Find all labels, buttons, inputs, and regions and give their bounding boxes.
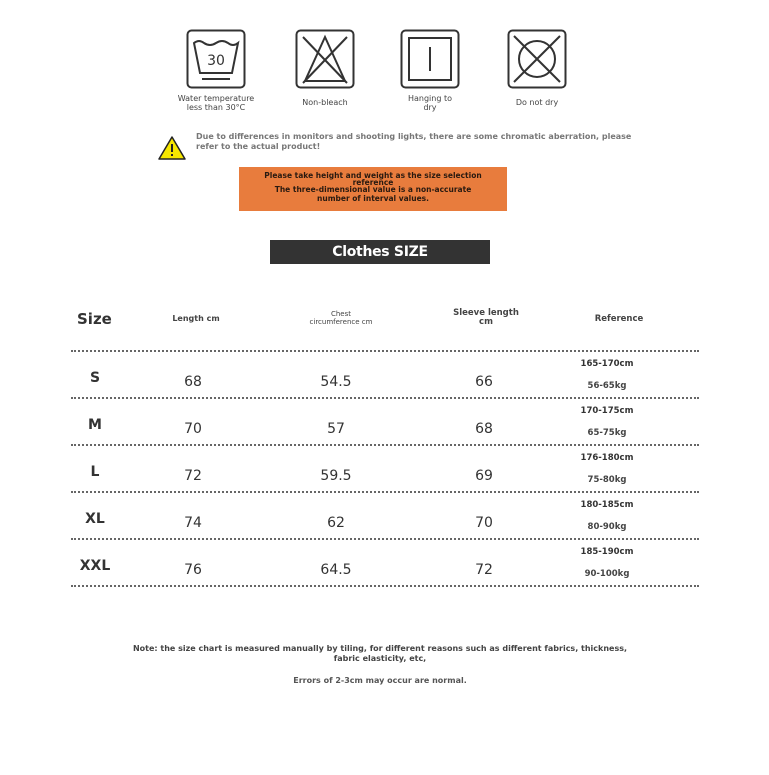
table-row <box>71 352 699 399</box>
cell-length: 76 <box>184 562 202 578</box>
page-title: Clothes SIZE information/SIZE <box>316 244 444 284</box>
cell-sleeve: 66 <box>475 374 493 390</box>
cell-size: M <box>88 417 102 433</box>
care-label-line: dry <box>423 103 437 112</box>
cell-height: 165-170cm <box>580 359 634 369</box>
note-line: Note: the size chart is measured manually by tiling, for different reasons such as different fabrics, thickness, <box>132 644 628 653</box>
wash-30-icon <box>186 29 246 89</box>
cell-length: 72 <box>184 468 202 484</box>
error-note: Errors of 2-3cm may occur are normal. <box>293 676 467 685</box>
size-table <box>71 300 699 587</box>
care-item-dry <box>492 29 582 107</box>
cell-chest: 57 <box>327 421 345 437</box>
care-item-wash <box>171 29 261 112</box>
size-title-banner <box>270 240 490 284</box>
table-header <box>71 300 699 350</box>
cell-height: 176-180cm <box>580 453 634 463</box>
care-instructions <box>177 29 590 119</box>
header-sleeve-line: cm <box>479 317 493 327</box>
notice-line: Please take height and weight as the size selection <box>264 171 482 180</box>
notice-line: number of interval values. <box>317 194 429 203</box>
warning-text: Due to differences in monitors and shooting lights, there are some chromatic aberration, please refer to the actual product! <box>196 132 632 151</box>
cell-height: 185-190cm <box>580 547 634 557</box>
care-label-wash <box>171 94 261 112</box>
header-length: Length cm <box>172 314 220 323</box>
do-not-tumble-dry-icon <box>507 29 567 89</box>
care-label-hang <box>385 94 475 112</box>
header-sleeve <box>441 309 531 327</box>
notice-box <box>239 167 507 211</box>
cell-sleeve: 72 <box>475 562 493 578</box>
cell-height: 180-185cm <box>580 500 634 510</box>
color-warning <box>158 132 638 162</box>
header-chest-line: circumference cm <box>309 318 373 326</box>
header-size: Size <box>77 310 112 328</box>
header-chest-line: Chest <box>330 310 352 318</box>
notice-line: reference <box>352 178 394 187</box>
header-sleeve-line: Sleeve length <box>453 308 519 318</box>
cell-weight: 75-80kg <box>587 475 627 485</box>
hang-dry-icon <box>400 29 460 89</box>
cell-size: L <box>90 464 100 480</box>
cell-sleeve: 70 <box>475 515 493 531</box>
measurement-note <box>130 644 630 664</box>
table-row <box>71 446 699 493</box>
care-label-line: Hanging to <box>407 94 452 103</box>
cell-weight: 80-90kg <box>587 522 627 532</box>
warning-triangle-icon <box>158 136 186 160</box>
cell-chest: 59.5 <box>320 468 352 484</box>
table-row <box>71 399 699 446</box>
cell-chest: 54.5 <box>320 374 352 390</box>
cell-weight: 65-75kg <box>587 428 627 438</box>
cell-weight: 56-65kg <box>587 381 627 391</box>
care-label-dry: Do not dry <box>515 98 559 107</box>
cell-length: 68 <box>184 374 202 390</box>
note-line: fabric elasticity, etc, <box>333 654 427 663</box>
table-row <box>71 493 699 540</box>
cell-weight: 90-100kg <box>584 569 630 579</box>
care-item-hang <box>385 29 475 112</box>
table-row <box>71 540 699 587</box>
cell-size: XL <box>85 511 105 527</box>
cell-sleeve: 69 <box>475 468 493 484</box>
cell-length: 74 <box>184 515 202 531</box>
cell-length: 70 <box>184 421 202 437</box>
care-label-line: Water temperature <box>177 94 255 103</box>
cell-chest: 64.5 <box>320 562 352 578</box>
cell-size: S <box>89 370 101 386</box>
cell-height: 170-175cm <box>580 406 634 416</box>
header-chest <box>296 310 386 326</box>
care-label-line: less than 30°C <box>186 103 246 112</box>
cell-sleeve: 68 <box>475 421 493 437</box>
care-item-bleach <box>280 29 370 107</box>
notice-line: The three-dimensional value is a non-accurate <box>274 185 472 194</box>
wash-temperature-text: 30 <box>207 53 225 69</box>
cell-size: XXL <box>79 558 111 574</box>
cell-chest: 62 <box>327 515 345 531</box>
no-bleach-icon <box>295 29 355 89</box>
care-label-bleach: Non-bleach <box>302 98 348 107</box>
header-reference: Reference <box>594 314 644 324</box>
